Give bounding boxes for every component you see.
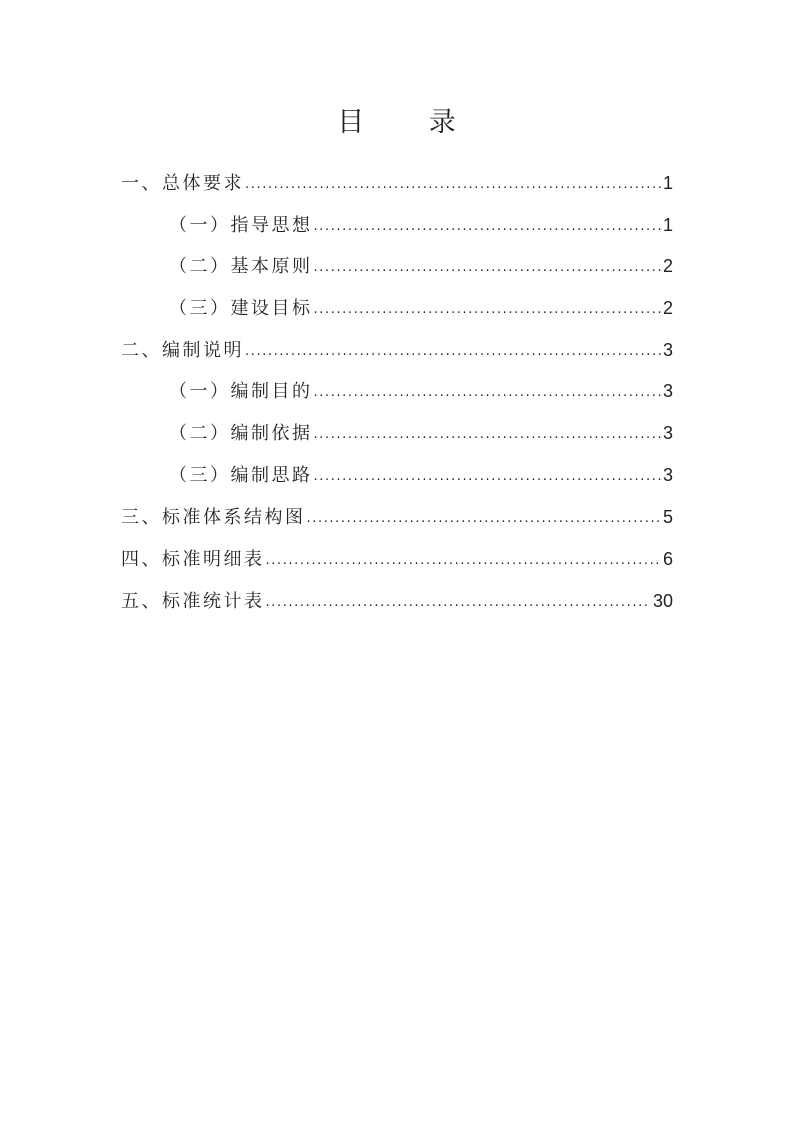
toc-entry[interactable] [121,545,673,587]
toc-entry[interactable] [169,294,673,336]
toc-entry-label: （三）编制思路 [169,465,313,486]
toc-page-number: 1 [662,173,673,193]
toc-dot-leader [307,511,661,526]
toc-entry-label: （一）编制目的 [169,381,313,402]
toc-page-number: 6 [662,549,673,569]
toc-dot-leader [314,385,661,400]
toc-entry[interactable] [121,169,673,211]
toc-page-number: 2 [662,256,673,276]
toc-entry-label: 五、标准统计表 [121,591,265,612]
toc-page-number: 5 [662,507,673,527]
toc-dot-leader [314,302,661,317]
toc-page-number: 1 [662,215,673,235]
page-title: 目 录 [337,107,484,138]
toc-entry-label: （三）建设目标 [169,298,313,319]
toc-page-number: 3 [662,381,673,401]
toc-dot-leader [266,595,651,610]
toc-entry[interactable] [169,252,673,294]
toc-dot-leader [266,553,661,568]
toc-dot-leader [245,177,661,192]
toc-entry[interactable] [121,503,673,545]
toc-dot-leader [245,344,661,359]
toc-entry[interactable] [121,336,673,378]
toc-dot-leader [314,469,661,484]
toc-page-number: 30 [652,591,673,611]
toc-entry[interactable] [169,377,673,419]
toc-page-number: 3 [662,423,673,443]
toc-entry-label: （二）基本原则 [169,256,313,277]
toc-page-number: 3 [662,465,673,485]
toc-page-number: 3 [662,340,673,360]
toc-entry-label: 三、标准体系结构图 [121,507,306,528]
toc-entry[interactable] [169,419,673,461]
toc-dot-leader [314,260,661,275]
toc-entry[interactable] [169,211,673,253]
toc-dot-leader [314,427,661,442]
toc-entry[interactable] [121,587,673,629]
toc-entry-label: （一）指导思想 [169,215,313,236]
toc-entry-label: （二）编制依据 [169,423,313,444]
toc-page-number: 2 [662,298,673,318]
toc-entry-label: 四、标准明细表 [121,549,265,570]
toc-entry-label: 二、编制说明 [121,340,244,361]
toc-entry[interactable] [169,461,673,503]
toc-entry-label: 一、总体要求 [121,173,244,194]
toc-dot-leader [314,219,661,234]
